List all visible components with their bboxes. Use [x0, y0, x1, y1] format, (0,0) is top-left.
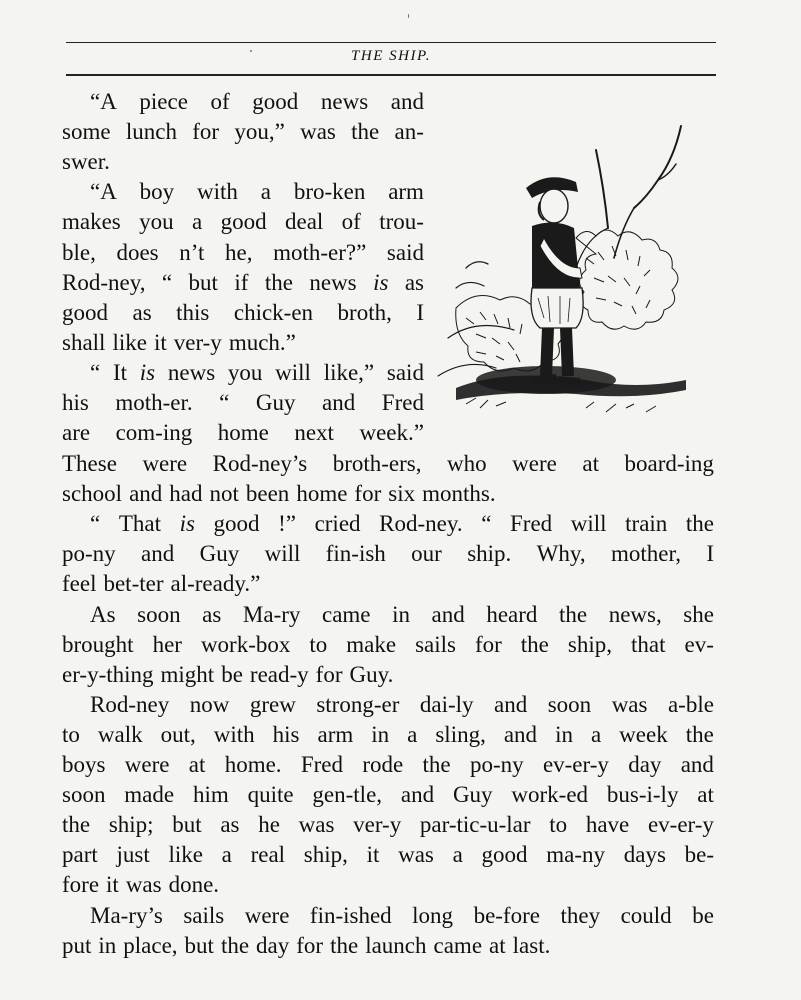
- word: shall: [62, 329, 106, 355]
- word: does: [116, 239, 159, 265]
- word: could: [620, 902, 672, 928]
- word: is: [139, 359, 156, 385]
- word: It: [112, 359, 128, 385]
- word: but: [184, 932, 214, 958]
- word: good: [62, 299, 108, 325]
- text-line: [62, 901, 714, 931]
- word: Rod-ney’s: [212, 451, 308, 476]
- word: with: [197, 179, 238, 205]
- word: “A: [90, 179, 117, 205]
- word: will: [264, 541, 301, 567]
- word: his: [272, 721, 300, 747]
- word: were: [512, 451, 557, 476]
- word: his: [62, 390, 89, 415]
- text-line: [62, 780, 714, 810]
- word: it: [366, 842, 380, 868]
- text-line: [62, 750, 714, 780]
- word: you,”: [234, 119, 285, 145]
- word: that: [631, 631, 666, 657]
- word: be: [692, 902, 714, 928]
- word: Rod-ney: [90, 691, 170, 717]
- word: will: [275, 359, 311, 385]
- word: soon: [547, 691, 592, 717]
- word: Rod-ney.: [379, 511, 463, 537]
- word: long: [412, 902, 454, 928]
- word: a-ble: [667, 691, 714, 717]
- word: good: [213, 511, 260, 537]
- word: ver-y: [173, 329, 222, 355]
- word: sails: [183, 902, 225, 928]
- word: to: [549, 812, 568, 838]
- text-line: [62, 87, 424, 117]
- word: him: [192, 782, 229, 808]
- word: moth-er.: [115, 390, 193, 415]
- word: boy: [139, 179, 175, 205]
- word: have: [585, 812, 630, 838]
- word: cried: [314, 511, 361, 537]
- word: at: [188, 752, 206, 777]
- word: rode: [362, 752, 404, 777]
- word: ma-ny: [546, 842, 606, 868]
- text-line: [62, 810, 714, 840]
- word: be-: [684, 842, 714, 868]
- word: home.: [224, 752, 282, 777]
- word: board-ing: [624, 451, 714, 476]
- word: fin-ished: [309, 902, 392, 928]
- word: the: [264, 269, 293, 295]
- word: came: [433, 932, 483, 958]
- word: mother,: [610, 541, 681, 567]
- word: po-ny: [469, 752, 524, 777]
- word: and: [141, 541, 175, 567]
- word: for: [296, 932, 324, 958]
- word: and: [431, 601, 465, 627]
- page-speck: [250, 50, 252, 52]
- word: the: [351, 119, 380, 145]
- word: the: [422, 752, 451, 777]
- word: and: [400, 782, 435, 808]
- word: That: [118, 511, 161, 537]
- word: was: [398, 842, 434, 868]
- word: and: [503, 721, 538, 747]
- top-rule: [66, 42, 716, 43]
- word: make: [346, 631, 397, 657]
- word: will: [570, 511, 607, 537]
- word: arm: [317, 721, 354, 747]
- word: of: [210, 89, 230, 114]
- word: it: [153, 329, 167, 355]
- word: deal: [284, 209, 324, 235]
- boy-with-sling-illustration: [436, 118, 718, 430]
- word: bet-ter: [103, 571, 164, 597]
- word: soon: [137, 601, 181, 627]
- word: were: [244, 902, 290, 928]
- word: made: [124, 782, 175, 808]
- word: lunch: [125, 119, 177, 145]
- word: a: [452, 842, 463, 868]
- word: they: [560, 902, 601, 928]
- word: six: [388, 481, 416, 507]
- word: as: [404, 269, 424, 295]
- word: a: [407, 721, 418, 747]
- word: be-fore: [473, 902, 540, 928]
- word: and: [129, 481, 163, 507]
- word: an-: [394, 119, 424, 145]
- word: was: [300, 119, 336, 145]
- word: “: [219, 390, 230, 415]
- word: day: [256, 932, 290, 958]
- word: strong-er: [316, 691, 400, 717]
- word: who: [447, 451, 487, 476]
- word: are: [62, 420, 91, 446]
- word: some: [62, 119, 111, 145]
- word: good: [220, 209, 267, 235]
- word: gen-tle,: [312, 782, 383, 808]
- word: moth-er?”: [273, 239, 367, 265]
- word: soon: [62, 782, 106, 808]
- word: was: [125, 872, 162, 898]
- word: heard: [486, 601, 538, 627]
- word: home: [217, 420, 269, 446]
- word: a: [221, 842, 232, 868]
- text-line: [62, 630, 714, 660]
- word: for: [192, 119, 220, 145]
- word: it: [106, 872, 119, 898]
- word: boys: [62, 752, 106, 777]
- text-line: [62, 690, 714, 720]
- word: for: [474, 631, 502, 657]
- word: Ma-ry: [242, 601, 301, 627]
- word: were: [142, 451, 188, 476]
- text-line: [62, 358, 424, 388]
- word: might: [160, 661, 215, 687]
- word: news,: [608, 601, 662, 627]
- text-line: [62, 177, 424, 207]
- word: just: [116, 842, 150, 868]
- word: feel: [62, 571, 97, 597]
- word: ev-er-y: [542, 752, 609, 777]
- word: I: [706, 541, 714, 567]
- word: par-tic-u-lar: [419, 812, 531, 838]
- word: the: [62, 812, 91, 838]
- word: ship.: [467, 541, 512, 567]
- word: Guy: [199, 541, 240, 567]
- word: like,”: [323, 359, 375, 385]
- word: now: [189, 691, 230, 717]
- word: school: [62, 481, 123, 507]
- word: news: [167, 359, 216, 385]
- word: had: [169, 481, 203, 507]
- word: as: [220, 812, 240, 838]
- word: I: [416, 299, 424, 325]
- word: work-box: [200, 631, 291, 657]
- word: if: [234, 269, 249, 295]
- text-line: [62, 298, 424, 328]
- word: Guy: [452, 782, 493, 808]
- text-line: [62, 539, 714, 569]
- word: er-y-thing: [62, 661, 154, 687]
- word: news: [320, 89, 369, 114]
- word: with: [213, 721, 255, 747]
- word: and: [322, 390, 356, 415]
- word: last.: [512, 932, 551, 958]
- word: is: [373, 269, 389, 295]
- word: a: [192, 209, 203, 235]
- word: work-ed: [511, 782, 589, 808]
- word: said: [386, 239, 424, 265]
- word: good: [252, 89, 299, 114]
- word: you: [139, 209, 174, 235]
- text-line: [62, 238, 424, 268]
- word: Guy: [255, 390, 296, 415]
- header-rule: [66, 74, 716, 76]
- word: was: [298, 812, 335, 838]
- word: dai-ly: [419, 691, 474, 717]
- word: makes: [62, 209, 121, 235]
- word: you: [227, 359, 263, 385]
- text-line: [62, 388, 424, 418]
- word: the: [685, 721, 714, 747]
- page-speck: [408, 14, 409, 18]
- word: was: [611, 691, 648, 717]
- word: said: [386, 359, 424, 385]
- word: arm: [388, 179, 424, 205]
- word: he,: [225, 239, 253, 265]
- word: and: [680, 752, 714, 777]
- word: news: [309, 269, 357, 295]
- word: place,: [123, 932, 178, 958]
- word: walk: [97, 721, 143, 747]
- word: “: [161, 269, 173, 295]
- word: the: [330, 932, 359, 958]
- word: “: [90, 511, 101, 537]
- word: the: [685, 511, 714, 537]
- word: put: [62, 932, 92, 958]
- word: n’t: [179, 239, 205, 265]
- text-line: [62, 931, 714, 961]
- word: ship,: [303, 842, 348, 868]
- word: Why,: [536, 541, 586, 567]
- word: for: [315, 661, 343, 687]
- word: came: [321, 601, 371, 627]
- text-line: [62, 840, 714, 870]
- text-line: [62, 600, 714, 630]
- word: week: [619, 721, 668, 747]
- text-line: [62, 449, 714, 479]
- word: launch: [365, 932, 427, 958]
- word: is: [179, 511, 195, 537]
- text-line: [62, 268, 424, 298]
- word: part: [62, 842, 98, 868]
- word: bro-ken: [293, 179, 366, 205]
- word: her: [152, 631, 182, 657]
- word: not: [209, 481, 239, 507]
- text-line: [62, 720, 714, 750]
- word: our: [411, 541, 442, 567]
- word: months.: [422, 481, 496, 507]
- word: swer.: [62, 149, 110, 175]
- word: bus-i-ly: [606, 782, 679, 808]
- word: like: [168, 842, 203, 868]
- word: al-ready.”: [170, 571, 261, 597]
- word: !”: [278, 511, 296, 537]
- word: in: [555, 721, 573, 747]
- word: read-y: [249, 661, 309, 687]
- word: trou-: [379, 209, 424, 235]
- word: train: [625, 511, 668, 537]
- word: next: [294, 420, 334, 446]
- word: quite: [247, 782, 294, 808]
- text-line: [62, 328, 424, 358]
- word: chick-en: [233, 299, 314, 325]
- word: as: [132, 299, 152, 325]
- word: he: [258, 812, 280, 838]
- word: ship,: [567, 631, 612, 657]
- word: grew: [249, 691, 296, 717]
- word: in: [98, 932, 117, 958]
- word: to: [309, 631, 328, 657]
- word: ev-er-y: [647, 812, 714, 838]
- word: good: [481, 842, 528, 868]
- word: fin-ish: [325, 541, 386, 567]
- text-line: [62, 418, 424, 448]
- text-line: [62, 117, 424, 147]
- word: as: [202, 601, 222, 627]
- word: ev-: [684, 631, 714, 657]
- word: com-ing: [115, 420, 193, 446]
- word: like: [112, 329, 147, 355]
- word: day: [628, 752, 662, 777]
- word: out,: [160, 721, 196, 747]
- word: real: [250, 842, 286, 868]
- text-line: [62, 509, 714, 539]
- word: sling,: [435, 721, 486, 747]
- word: a: [590, 721, 602, 747]
- word: ver-y: [353, 812, 402, 838]
- word: days: [623, 842, 666, 868]
- word: po-ny: [62, 541, 116, 567]
- word: and: [390, 89, 424, 114]
- word: at: [697, 782, 714, 808]
- text-line: [62, 479, 714, 509]
- word: fore: [62, 872, 100, 898]
- word: the: [520, 631, 549, 657]
- word: much.”: [228, 329, 296, 355]
- text-line: [62, 569, 714, 599]
- word: the: [220, 932, 250, 958]
- word: she: [683, 601, 714, 627]
- word: Guy.: [349, 661, 394, 687]
- word: this: [176, 299, 210, 325]
- word: the: [559, 601, 588, 627]
- word: “: [90, 359, 101, 385]
- text-line: [62, 660, 714, 690]
- word: broth-ers,: [332, 451, 422, 476]
- word: were: [124, 752, 170, 777]
- word: at: [489, 932, 506, 958]
- word: Rod-ney,: [62, 269, 146, 295]
- text-line: [62, 207, 424, 237]
- word: home: [296, 481, 348, 507]
- word: and: [494, 691, 528, 717]
- word: been: [245, 481, 290, 507]
- text-line: [62, 870, 714, 900]
- word: sails: [415, 631, 456, 657]
- word: Fred: [510, 511, 553, 537]
- word: at: [582, 451, 599, 476]
- word: for: [354, 481, 382, 507]
- word: “A: [90, 89, 117, 114]
- word: broth,: [337, 299, 392, 325]
- word: These: [62, 451, 117, 476]
- word: of: [341, 209, 361, 235]
- word: ble,: [62, 239, 96, 265]
- word: brought: [62, 631, 134, 657]
- running-head: THE SHIP.: [351, 48, 431, 64]
- word: “: [481, 511, 492, 537]
- word: to: [62, 721, 80, 747]
- word: Fred: [300, 752, 344, 777]
- word: piece: [139, 89, 188, 114]
- text-line: [62, 147, 424, 177]
- word: but: [188, 269, 218, 295]
- word: in: [392, 601, 410, 627]
- word: a: [260, 179, 271, 205]
- word: be: [221, 661, 243, 687]
- word: Ma-ry’s: [90, 902, 163, 928]
- word: Fred: [381, 390, 424, 415]
- word: in: [371, 721, 390, 747]
- word: but: [172, 812, 202, 838]
- word: done.: [168, 872, 220, 898]
- word: week.”: [359, 420, 424, 446]
- word: As: [90, 601, 116, 627]
- word: ship;: [108, 812, 154, 838]
